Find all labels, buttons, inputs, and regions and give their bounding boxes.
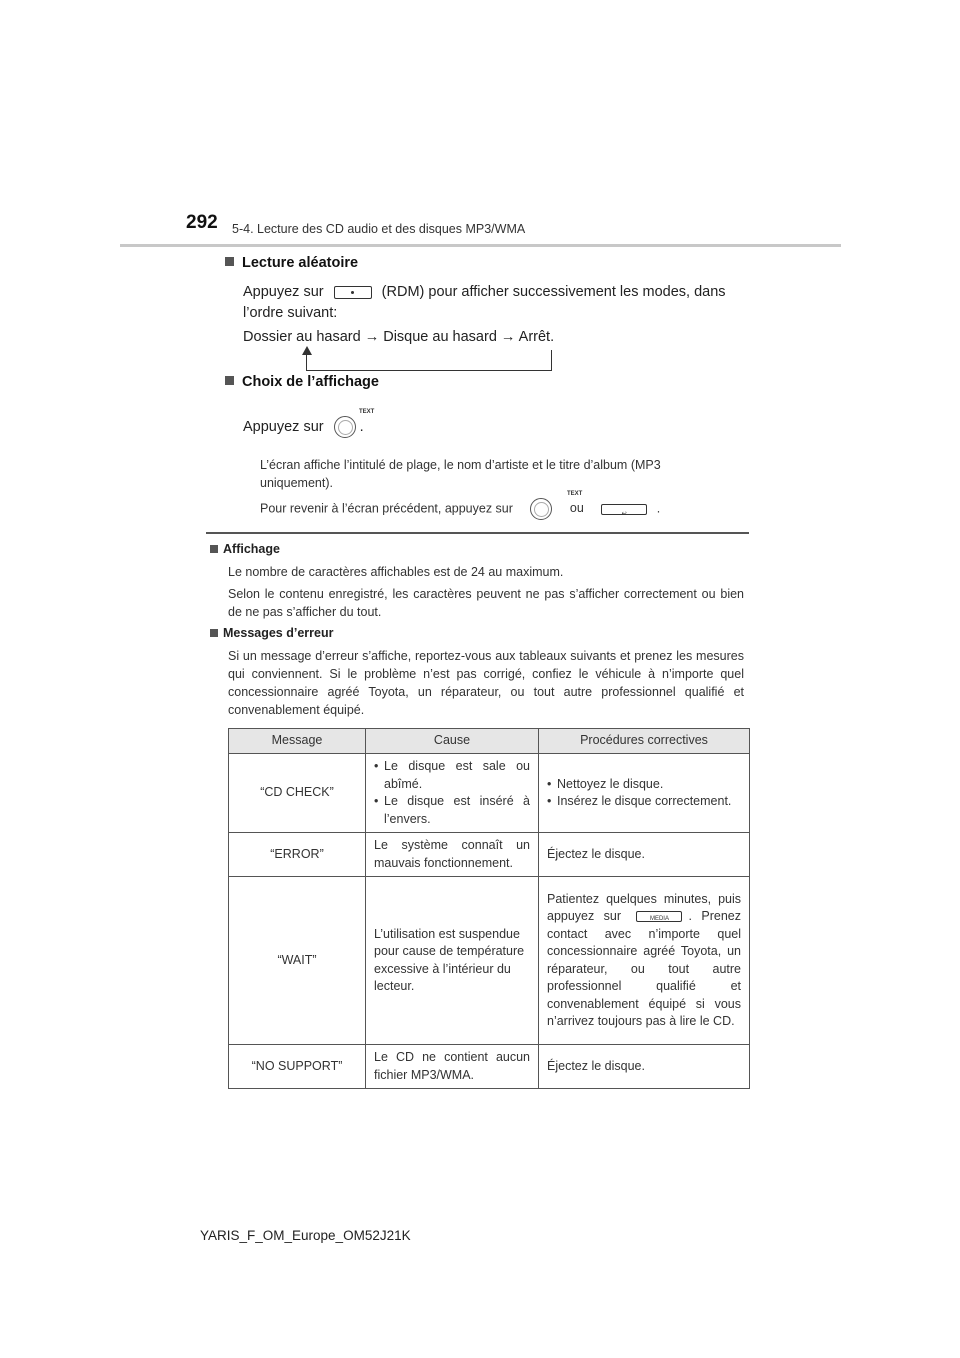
list-item: • Nettoyez le disque. xyxy=(547,776,741,794)
section-title: 5-4. Lecture des CD audio et des disques MP3/WMA xyxy=(232,222,526,236)
list-item: • Le disque est sale ou abîmé. xyxy=(374,758,530,793)
display-note-line1: L’écran affiche l’intitulé de plage, le nom d’artiste et le titre d’album (MP3 xyxy=(260,458,661,472)
table-row xyxy=(229,877,750,1045)
action-cell: Éjectez le disque. xyxy=(539,1045,750,1089)
cause-cell: Le CD ne contient aucun fichier MP3/WMA. xyxy=(366,1045,539,1089)
header-message: Message xyxy=(229,729,366,754)
display-choice-press: Appuyez sur . xyxy=(243,416,364,438)
cycle-arrow-line xyxy=(306,350,552,371)
action-cell xyxy=(539,754,750,833)
errors-paragraph: Si un message d’erreur s’affiche, reportez-vous aux tableaux suivants et prenez les mesures qui conviennent. Si le problème n’est pas corrigé, confiez le véhicule à n’importe quel concessionnaire agréé Toyota, un réparateur, ou tout autre professionnel qualifié et convenablement équipé. xyxy=(228,649,744,717)
display-choice-heading: Choix de l’affichage xyxy=(225,374,379,390)
error-messages-table xyxy=(228,728,750,1089)
table-row xyxy=(229,754,750,833)
random-play-heading: Lecture aléatoire xyxy=(225,255,358,271)
back-button-icon: ↩ xyxy=(601,504,647,515)
page-number: 292 xyxy=(186,212,218,233)
cycle-arrow-head-icon xyxy=(302,346,312,355)
message-cell: “ERROR” xyxy=(229,833,366,877)
text-knob-icon xyxy=(530,498,552,520)
list-item: • Insérez le disque correctement. xyxy=(547,793,741,811)
header-rule xyxy=(120,244,841,247)
rdm-button-icon xyxy=(334,286,372,299)
random-play-sequence: Dossier au hasard → Disque au hasard → Arrêt. xyxy=(243,329,555,345)
display-note-return: Pour revenir à l’écran précédent, appuyez sur ou ↩ . xyxy=(260,498,660,520)
random-play-line2: l’ordre suivant: xyxy=(243,305,338,321)
header-cause: Cause xyxy=(366,729,539,754)
square-bullet-icon xyxy=(210,545,218,553)
action-cell: Éjectez le disque. xyxy=(539,833,750,877)
table-row xyxy=(229,833,750,877)
footer-code: YARIS_F_OM_Europe_OM52J21K xyxy=(200,1228,411,1243)
square-bullet-icon xyxy=(225,376,234,385)
message-cell: “CD CHECK” xyxy=(229,754,366,833)
cause-cell: Le système connaît un mauvais fonctionnement. xyxy=(366,833,539,877)
text-knob-label: TEXT xyxy=(567,491,583,497)
action-cell: Patientez quelques minutes, puis appuyez sur MEDIA . Prenez contact avec n’importe quel concessionnaire agréé Toyota, un réparateur, ou tout autre professionnel qualifié et convenablement équipé si vous n’arrivez toujours pas à lire le CD. xyxy=(539,877,750,1045)
text-knob-label: TEXT xyxy=(359,409,375,415)
header-procedures: Procédures correctives xyxy=(539,729,750,754)
media-button-icon: MEDIA xyxy=(636,911,682,922)
cause-cell xyxy=(366,754,539,833)
random-play-line1: Appuyez sur (RDM) pour afficher successivement les modes, dans xyxy=(243,284,726,300)
display-note-p2: Selon le contenu enregistré, les caractères peuvent ne pas s’afficher correctement ou bien de ne pas s’afficher du tout. xyxy=(228,587,744,619)
display-note-heading: Affichage xyxy=(210,542,280,556)
display-note-line2: uniquement). xyxy=(260,476,333,490)
errors-heading: Messages d’erreur xyxy=(210,626,333,640)
table-row xyxy=(229,1045,750,1089)
section-divider xyxy=(206,532,749,534)
table-header-row xyxy=(229,729,750,754)
list-item: • Le disque est inséré à l’envers. xyxy=(374,793,530,828)
message-cell: “NO SUPPORT” xyxy=(229,1045,366,1089)
square-bullet-icon xyxy=(210,629,218,637)
display-note-p1: Le nombre de caractères affichables est de 24 au maximum. xyxy=(228,565,564,579)
cause-cell: L’utilisation est suspendue pour cause de température excessive à l’intérieur du lecteur. xyxy=(366,877,539,1045)
square-bullet-icon xyxy=(225,257,234,266)
text-knob-icon xyxy=(334,416,356,438)
message-cell: “WAIT” xyxy=(229,877,366,1045)
